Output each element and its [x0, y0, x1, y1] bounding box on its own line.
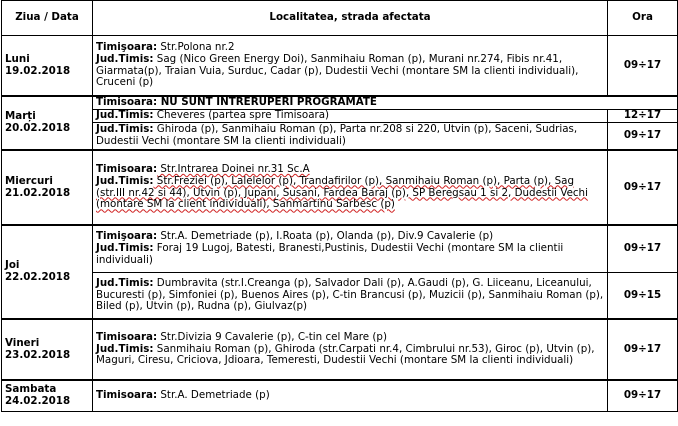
hours-cell-miercuri: 09÷17: [608, 150, 678, 225]
county-label: Jud.Timis:: [96, 242, 154, 255]
city-text: Str.Intrarea Doinei nr.31 Sc.A: [157, 162, 310, 175]
city-label: Timişoara:: [96, 230, 158, 243]
day-cell-miercuri: [2, 150, 93, 225]
city-label: Timişoara:: [96, 40, 158, 53]
day-cell-luni: [2, 36, 93, 97]
county-label: Jud.Timis:: [96, 276, 154, 289]
table-row-joi-2: [2, 273, 678, 320]
header-location: Localitatea, strada afectata: [93, 1, 608, 36]
county-label: Jud.Timis:: [96, 174, 154, 187]
day-date: 22.02.2018: [5, 271, 71, 283]
location-cell-miercuri: [93, 150, 608, 225]
hours-cell-marti-2: 09÷17: [608, 123, 678, 151]
table-row-sambata: [2, 380, 678, 412]
day-name: Sambata: [5, 383, 57, 396]
hours-cell-sambata: 09÷17: [608, 380, 678, 412]
county-text: Sag (Nico Green Energy Doi), Sanmihaiu Roman (p), Murani nr.274, Fibis nr.41, Giarmata(p), Traian Vuia, Surduc, Cadar (p), Dudestii Vechi (montare SM la clienti individuali), Cruceni (p): [96, 52, 579, 89]
county-label: Jud.Timis:: [96, 342, 154, 355]
table-row-marti-3: [2, 123, 678, 151]
location-cell-joi-2: [93, 273, 608, 320]
county-label: Jud.Timis:: [96, 109, 154, 122]
day-date: 21.02.2018: [5, 186, 71, 199]
hours-cell-luni: 09÷17: [608, 36, 678, 97]
hours-cell-joi-1: 09÷17: [608, 225, 678, 273]
county-text: Dumbravita (str.I.Creanga (p), Salvador Dali (p), A.Gaudi (p), G. Liiceanu, Liceanului, Bucuresti (p), Simfoniei (p), Buenos Aires (p), C-tin Brancusi (p), Muzicii (p), Sanmihaiu Roman (p), Biled (p), Utvin (p), Rudna (p), Giulvaz(p): [96, 276, 604, 313]
day-cell-sambata: [2, 380, 93, 412]
table-row-vineri: [2, 319, 678, 380]
day-date: 23.02.2018: [5, 348, 71, 361]
city-text: Str.A. Demetriade (p), I.Roata (p), Olanda (p), Div.9 Cavalerie (p): [157, 230, 494, 243]
location-cell-sambata: [93, 380, 608, 412]
location-cell-joi-1: [93, 225, 608, 273]
county-label: Jud.Timis:: [96, 123, 154, 136]
hours-cell-marti-1: 12÷17: [608, 110, 678, 123]
header-row: [2, 1, 678, 36]
city-text: Str.Polona nr.2: [157, 40, 235, 53]
city-text: Str.Divizia 9 Cavalerie (p), C-tin cel Mare (p): [157, 330, 387, 343]
location-cell-marti-county-2: [93, 123, 608, 151]
county-text: Ghiroda (p), Sanmihaiu Roman (p), Parta nr.208 si 220, Utvin (p), Saceni, Sudrias, Dudestii Vechi (montare SM la clienti individuali): [96, 123, 578, 147]
header-day: Ziua / Data: [2, 1, 93, 36]
day-cell-joi: [2, 225, 93, 319]
location-cell-marti-county-1: [93, 110, 608, 123]
day-date: 20.02.2018: [5, 122, 71, 134]
city-text: Str.A. Demetriade (p): [157, 389, 270, 402]
location-cell-luni: [93, 36, 608, 97]
day-cell-marti: [2, 96, 93, 150]
table-row-miercuri: [2, 150, 678, 225]
hours-cell-joi-2: 09÷15: [608, 273, 678, 320]
location-cell-marti-city: [93, 96, 678, 110]
table-row-joi-1: [2, 225, 678, 273]
hours-cell-vineri: 09÷17: [608, 319, 678, 380]
county-label: Jud.Timis:: [96, 52, 154, 65]
city-text: NU SUNT INTRERUPERI PROGRAMATE: [157, 96, 377, 109]
day-name: Miercuri: [5, 174, 53, 187]
city-label: Timisoara:: [96, 162, 158, 175]
day-name: Luni: [5, 52, 30, 65]
day-name: Vineri: [5, 336, 40, 349]
county-text: Sanmihaiu Roman (p), Ghiroda (str.Carpati nr.4, Cimbrului nr.53), Giroc (p), Utvin (p), Maguri, Ciresu, Criciova, Jdioara, Temeresti, Dudestii Vechi (montare SM la clienti individuali): [96, 342, 595, 367]
table-row-marti-2: [2, 110, 678, 123]
location-cell-vineri: [93, 319, 608, 380]
table-row-luni: [2, 36, 678, 97]
city-label: Timisoara:: [96, 330, 158, 343]
table-row-marti-1: [2, 96, 678, 110]
county-text: Foraj 19 Lugoj, Batesti, Branesti,Pustinis, Dudestii Vechi (montare SM la clientii individuali): [96, 242, 564, 266]
county-text: Str.Freziei (p), Lalelelor (p), Trandafirilor (p), Sanmihaiu Roman (p), Parta (p), Sag (str.III nr.42 si 44), Utvin (p), Jupani, Susani, Fardea Baraj (p), SP Beregsau 1 si 2, Dudestii Vechi (montare SM la client individuali), Sanmartinu Sarbesc (p): [96, 174, 588, 211]
day-name: Marți: [5, 110, 36, 123]
day-name: Joi: [5, 259, 20, 272]
city-label: Timisoara:: [96, 389, 158, 402]
day-date: 24.02.2018: [5, 395, 71, 407]
city-label: Timisoara:: [96, 96, 158, 109]
day-date: 19.02.2018: [5, 64, 71, 77]
outage-schedule-table: [1, 0, 678, 412]
day-cell-vineri: [2, 319, 93, 380]
county-text: Cheveres (partea spre Timisoara): [153, 109, 330, 122]
header-hours: Ora: [608, 1, 678, 36]
